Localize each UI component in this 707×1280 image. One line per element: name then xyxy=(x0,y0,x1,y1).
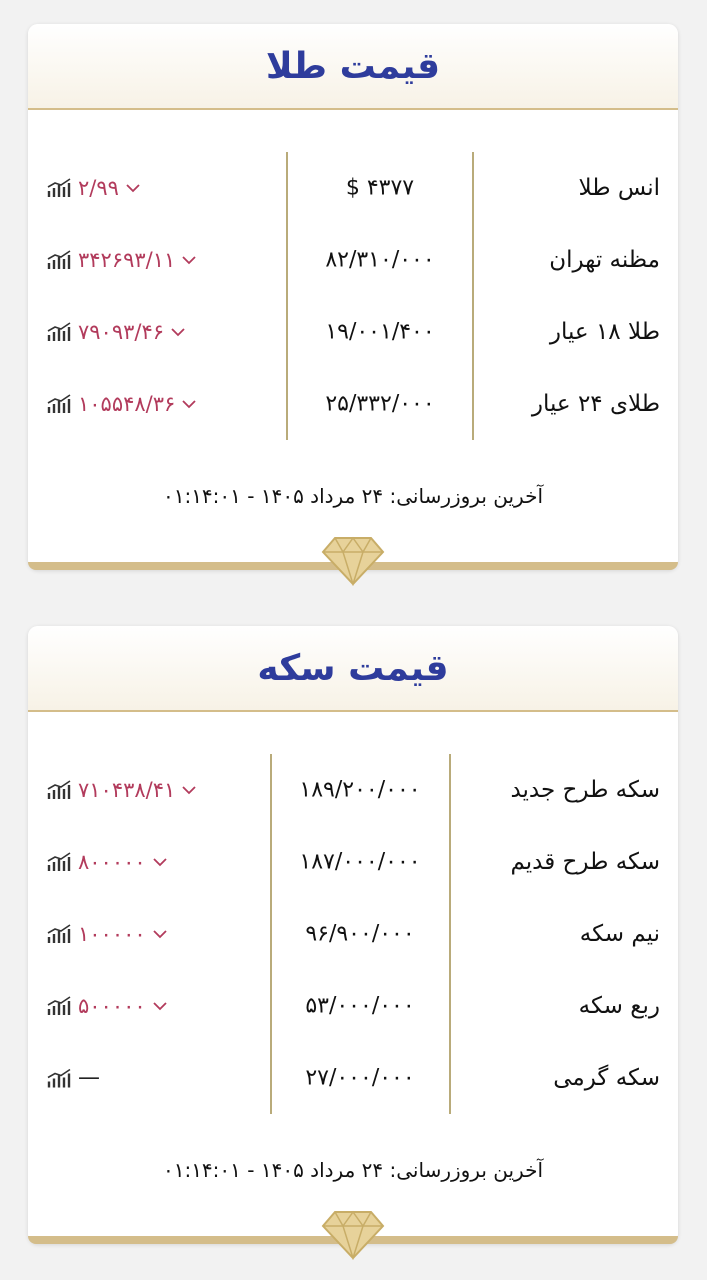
item-name: سکه طرح جدید xyxy=(510,777,660,803)
change-value: — xyxy=(78,1065,100,1091)
bar-chart-icon[interactable] xyxy=(46,1068,72,1088)
item-name: ربع سکه xyxy=(578,993,660,1019)
item-change xyxy=(46,994,168,1018)
item-change xyxy=(46,922,168,946)
item-change xyxy=(46,176,141,200)
diamond-icon xyxy=(321,1208,385,1260)
bar-chart-icon[interactable] xyxy=(46,250,72,270)
gold-price-card xyxy=(28,24,678,570)
item-change xyxy=(46,320,186,344)
gold-card-header xyxy=(28,24,678,110)
chevron-down-icon xyxy=(181,398,197,410)
coin-card-header xyxy=(28,626,678,712)
item-name: انس طلا xyxy=(578,175,660,201)
item-price: ۸۲/۳۱۰/۰۰۰ xyxy=(325,247,435,273)
change-value: ۱۰۰۰۰۰ xyxy=(78,922,146,946)
last-update-text: آخرین بروزرسانی: ۲۴ مرداد ۱۴۰۵ - ۰۱:۱۴:۰۱ xyxy=(162,1158,544,1182)
chevron-down-icon xyxy=(152,928,168,940)
table-row[interactable] xyxy=(28,1042,678,1114)
chevron-down-icon xyxy=(181,254,197,266)
bar-chart-icon[interactable] xyxy=(46,780,72,800)
bar-chart-icon[interactable] xyxy=(46,394,72,414)
item-price: ۹۶/۹۰۰/۰۰۰ xyxy=(305,921,415,947)
change-value: ۳۴۲۶۹۳/۱۱ xyxy=(78,248,176,272)
table-row[interactable] xyxy=(28,152,678,224)
coin-card-title: قیمت سکه xyxy=(257,647,449,689)
gold-card-title: قیمت طلا xyxy=(265,45,441,87)
item-change xyxy=(46,392,197,416)
change-value: ۷۱۰۴۳۸/۴۱ xyxy=(78,778,176,802)
table-row[interactable] xyxy=(28,898,678,970)
item-change xyxy=(46,248,197,272)
table-row[interactable] xyxy=(28,368,678,440)
change-value: ۸۰۰۰۰۰ xyxy=(78,850,146,874)
gold-price-table xyxy=(28,152,678,440)
change-value: ۵۰۰۰۰۰ xyxy=(78,994,146,1018)
item-price: ۲۵/۳۳۲/۰۰۰ xyxy=(325,391,435,417)
bar-chart-icon[interactable] xyxy=(46,322,72,342)
item-name: سکه گرمی xyxy=(553,1065,660,1091)
item-price: ۱۹/۰۰۱/۴۰۰ xyxy=(325,319,435,345)
item-name: طلای ۲۴ عیار xyxy=(531,391,660,417)
item-change xyxy=(46,850,168,874)
item-price: ۵۳/۰۰۰/۰۰۰ xyxy=(305,993,415,1019)
item-name: مظنه تهران xyxy=(549,247,660,273)
bar-chart-icon[interactable] xyxy=(46,924,72,944)
item-price: ۲۷/۰۰۰/۰۰۰ xyxy=(305,1065,415,1091)
chevron-down-icon xyxy=(170,326,186,338)
bar-chart-icon[interactable] xyxy=(46,996,72,1016)
item-price: ۱۸۷/۰۰۰/۰۰۰ xyxy=(299,849,421,875)
item-name: طلا ۱۸ عیار xyxy=(549,319,660,345)
chevron-down-icon xyxy=(181,784,197,796)
item-name: نیم سکه xyxy=(579,921,660,947)
item-price: $ ۴۳۷۷ xyxy=(345,175,415,201)
item-price: ۱۸۹/۲۰۰/۰۰۰ xyxy=(299,777,421,803)
change-value: ۲/۹۹ xyxy=(78,176,119,200)
chevron-down-icon xyxy=(125,182,141,194)
chevron-down-icon xyxy=(152,1000,168,1012)
bar-chart-icon[interactable] xyxy=(46,852,72,872)
diamond-icon xyxy=(321,534,385,586)
bar-chart-icon[interactable] xyxy=(46,178,72,198)
change-value: ۱۰۵۵۴۸/۳۶ xyxy=(78,392,176,416)
table-row[interactable] xyxy=(28,296,678,368)
coin-price-table xyxy=(28,754,678,1114)
table-row[interactable] xyxy=(28,754,678,826)
item-change xyxy=(46,1066,100,1091)
item-name: سکه طرح قدیم xyxy=(510,849,660,875)
table-row[interactable] xyxy=(28,224,678,296)
table-row[interactable] xyxy=(28,970,678,1042)
change-value: ۷۹۰۹۳/۴۶ xyxy=(78,320,165,344)
chevron-down-icon xyxy=(152,856,168,868)
coin-price-card xyxy=(28,626,678,1244)
table-row[interactable] xyxy=(28,826,678,898)
item-change xyxy=(46,778,197,802)
last-update-text: آخرین بروزرسانی: ۲۴ مرداد ۱۴۰۵ - ۰۱:۱۴:۰۱ xyxy=(162,484,544,508)
